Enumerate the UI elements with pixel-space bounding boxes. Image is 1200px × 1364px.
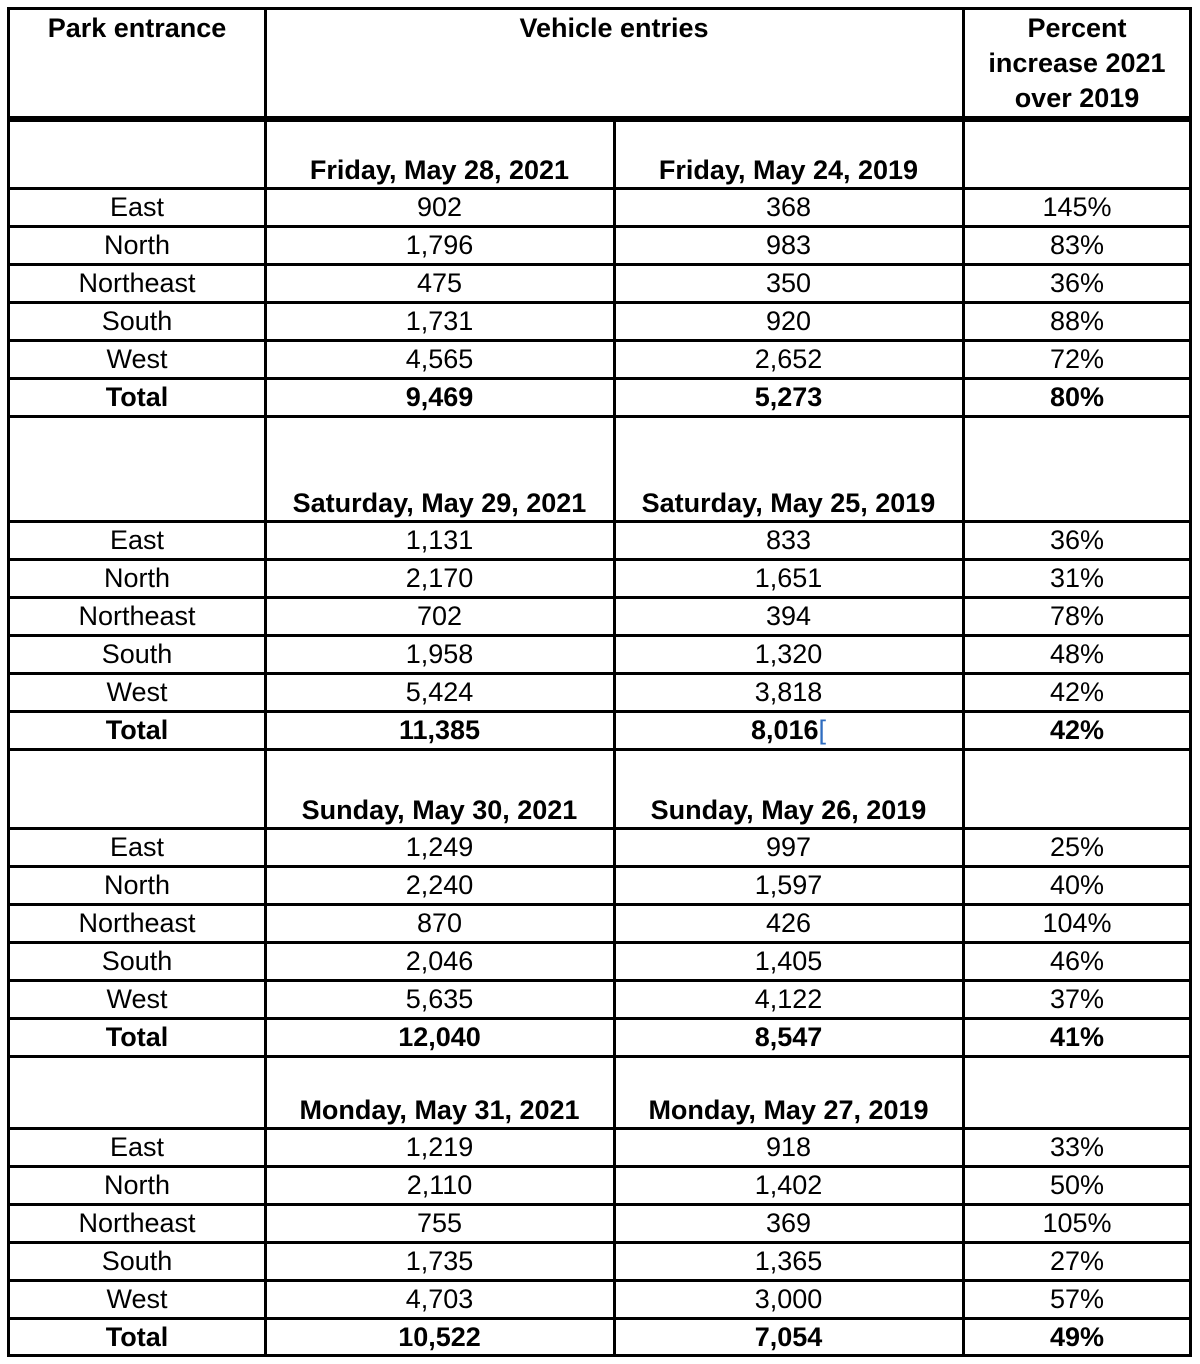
date-2021-header: Sunday, May 30, 2021 <box>301 795 578 825</box>
percent-cell: 80% <box>1049 381 1105 412</box>
date-2021-header: Friday, May 28, 2021 <box>309 155 570 185</box>
entries-2019-cell: 394 <box>765 600 812 631</box>
entrance-cell: Total <box>105 714 169 745</box>
percent-cell: 37% <box>1049 983 1105 1014</box>
row-divider <box>9 263 1191 266</box>
percent-cell: 42% <box>1049 676 1105 707</box>
entries-2019-cell: 1,320 <box>754 638 823 669</box>
entries-2019-cell: 8,016 [ <box>614 711 963 749</box>
entries-2019-cell: 3,818 <box>754 676 823 707</box>
row-divider <box>9 377 1191 380</box>
percent-cell: 104% <box>1042 907 1112 938</box>
row-divider <box>9 710 1191 713</box>
entrance-cell: Total <box>105 381 169 412</box>
percent-cell: 72% <box>1049 343 1105 374</box>
header-vehicle-entries: Vehicle entries <box>519 13 709 43</box>
entries-2021-cell: 1,249 <box>405 831 474 862</box>
entries-2021-cell: 9,469 <box>405 381 474 412</box>
entries-2019-cell: 920 <box>765 305 812 336</box>
entrance-cell: South <box>101 638 173 669</box>
entries-2021-cell: 1,958 <box>405 638 474 669</box>
entries-2021-cell: 755 <box>416 1207 463 1238</box>
entries-2019-cell: 368 <box>765 191 812 222</box>
row-divider <box>9 672 1191 675</box>
percent-cell: 48% <box>1049 638 1105 669</box>
row-divider <box>9 827 1191 830</box>
percent-cell: 27% <box>1049 1245 1105 1276</box>
row-divider <box>9 1279 1191 1282</box>
entries-2021-cell: 1,219 <box>405 1131 474 1162</box>
entrance-cell: Total <box>105 1021 169 1052</box>
row-divider <box>9 520 1191 523</box>
entries-2021-cell: 2,240 <box>405 869 474 900</box>
row-divider <box>9 865 1191 868</box>
header-percent-increase: Percent increase 2021 over 2019 <box>988 13 1166 113</box>
entries-2019-cell: 1,651 <box>754 562 823 593</box>
entrance-cell: East <box>109 1131 165 1162</box>
row-divider <box>9 1127 1191 1130</box>
row-divider <box>9 748 1191 751</box>
percent-cell: 36% <box>1049 267 1105 298</box>
entries-2019-cell: 1,405 <box>754 945 823 976</box>
row-divider <box>9 187 1191 190</box>
percent-cell: 145% <box>1042 191 1112 222</box>
entries-2021-cell: 902 <box>416 191 463 222</box>
percent-cell: 50% <box>1049 1169 1105 1200</box>
entries-2019-cell: 3,000 <box>754 1283 823 1314</box>
percent-cell: 78% <box>1049 600 1105 631</box>
date-2021-header: Saturday, May 29, 2021 <box>292 488 587 518</box>
percent-cell: 88% <box>1049 305 1105 336</box>
percent-cell: 31% <box>1049 562 1105 593</box>
percent-cell: 105% <box>1042 1207 1112 1238</box>
entrance-cell: North <box>103 1169 171 1200</box>
entries-2021-cell: 1,735 <box>405 1245 474 1276</box>
row-divider <box>9 1017 1191 1020</box>
row-divider <box>9 941 1191 944</box>
entrance-cell: West <box>106 1283 168 1314</box>
entries-2019-cell: 833 <box>765 524 812 555</box>
date-2019-header: Sunday, May 26, 2019 <box>650 795 927 825</box>
entries-2021-cell: 10,522 <box>398 1321 481 1352</box>
row-divider <box>9 1203 1191 1206</box>
row-divider <box>9 903 1191 906</box>
entries-2021-cell: 870 <box>416 907 463 938</box>
percent-cell: 42% <box>1049 714 1105 745</box>
entrance-cell: Northeast <box>78 600 196 631</box>
entries-2021-cell: 702 <box>416 600 463 631</box>
row-divider <box>9 225 1191 228</box>
entrance-cell: West <box>106 343 168 374</box>
column-divider <box>613 119 616 1355</box>
entries-2021-cell: 5,424 <box>405 676 474 707</box>
table-border <box>7 7 1192 1357</box>
entrance-cell: East <box>109 524 165 555</box>
row-divider <box>9 1055 1191 1058</box>
row-divider <box>9 596 1191 599</box>
entrance-cell: South <box>101 305 173 336</box>
entries-2021-cell: 1,796 <box>405 229 474 260</box>
percent-cell: 40% <box>1049 869 1105 900</box>
percent-cell: 46% <box>1049 945 1105 976</box>
column-divider <box>962 9 965 1355</box>
entries-2019-cell: 918 <box>765 1131 812 1162</box>
entries-2019-cell: 1,365 <box>754 1245 823 1276</box>
row-divider <box>9 1317 1191 1320</box>
date-2019-header: Friday, May 24, 2019 <box>658 155 919 185</box>
row-divider <box>9 119 1191 122</box>
percent-cell: 41% <box>1049 1021 1105 1052</box>
entrance-cell: North <box>103 229 171 260</box>
entrance-cell: North <box>103 562 171 593</box>
entries-2019-cell: 997 <box>765 831 812 862</box>
entries-2019-cell: 7,054 <box>754 1321 823 1352</box>
header-park-entrance: Park entrance <box>47 13 227 43</box>
date-2021-header: Monday, May 31, 2021 <box>299 1095 580 1125</box>
percent-cell: 36% <box>1049 524 1105 555</box>
entries-2021-cell: 1,731 <box>405 305 474 336</box>
entrance-cell: East <box>109 191 165 222</box>
entries-2021-cell: 2,110 <box>406 1169 473 1200</box>
entries-2019-cell: 5,273 <box>754 381 823 412</box>
percent-cell: 49% <box>1049 1321 1105 1352</box>
entries-2019-cell: 2,652 <box>754 343 823 374</box>
entries-2019-cell: 983 <box>765 229 812 260</box>
date-2019-header: Monday, May 27, 2019 <box>648 1095 929 1125</box>
entries-2019-cell: 350 <box>765 267 812 298</box>
entrance-cell: Northeast <box>78 907 196 938</box>
row-divider <box>9 301 1191 304</box>
text-cursor-icon: [ <box>818 714 827 745</box>
entries-2021-cell: 4,565 <box>405 343 474 374</box>
entries-2019-cell: 426 <box>765 907 812 938</box>
row-divider <box>9 979 1191 982</box>
percent-cell: 83% <box>1049 229 1105 260</box>
entries-2021-cell: 5,635 <box>405 983 474 1014</box>
entrance-cell: Total <box>105 1321 169 1352</box>
row-divider <box>9 415 1191 418</box>
entries-2019-cell: 4,122 <box>754 983 823 1014</box>
entries-2021-cell: 4,703 <box>405 1283 474 1314</box>
entrance-cell: Northeast <box>78 1207 196 1238</box>
entries-2019-cell: 8,547 <box>754 1021 823 1052</box>
row-divider <box>9 634 1191 637</box>
row-divider <box>9 339 1191 342</box>
entrance-cell: Northeast <box>78 267 196 298</box>
entries-2021-cell: 475 <box>416 267 463 298</box>
row-divider <box>9 1165 1191 1168</box>
row-divider <box>9 1241 1191 1244</box>
percent-cell: 33% <box>1049 1131 1105 1162</box>
entrance-cell: South <box>101 945 173 976</box>
column-divider <box>264 9 267 1355</box>
entries-2021-cell: 11,385 <box>398 714 481 745</box>
entries-2021-cell: 1,131 <box>405 524 474 555</box>
entrance-cell: West <box>106 983 168 1014</box>
entries-2021-cell: 2,046 <box>405 945 474 976</box>
entrance-cell: North <box>103 869 171 900</box>
percent-cell: 25% <box>1049 831 1105 862</box>
percent-cell: 57% <box>1049 1283 1105 1314</box>
entries-2019-cell: 369 <box>765 1207 812 1238</box>
entries-2021-cell: 12,040 <box>398 1021 481 1052</box>
entries-2019-cell: 1,597 <box>754 869 823 900</box>
row-divider <box>9 558 1191 561</box>
entrance-cell: West <box>106 676 168 707</box>
entries-2021-cell: 2,170 <box>405 562 474 593</box>
entrance-cell: South <box>101 1245 173 1276</box>
date-2019-header: Saturday, May 25, 2019 <box>641 488 936 518</box>
entries-2019-cell: 1,402 <box>754 1169 823 1200</box>
entrance-cell: East <box>109 831 165 862</box>
